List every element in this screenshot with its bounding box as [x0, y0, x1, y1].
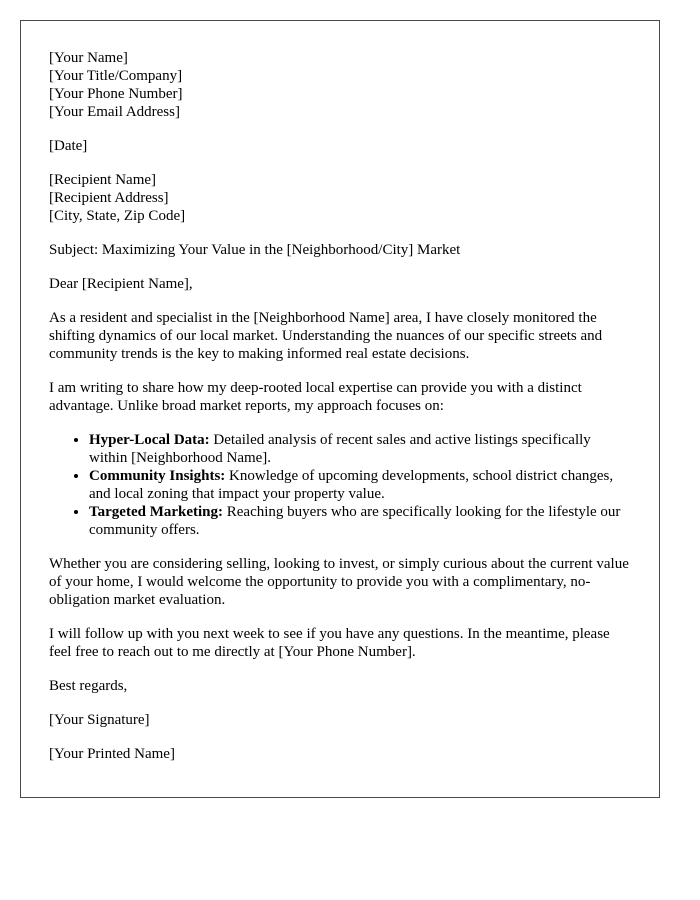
sender-block: [49, 49, 631, 121]
list-item-title: Community Insights:: [89, 468, 226, 484]
list-item: [89, 467, 631, 503]
sender-phone: [Your Phone Number]: [49, 86, 183, 102]
list-item-text: Reaching buyers who are specifically looking for the lifestyle our community offers.: [89, 504, 621, 538]
subject-line: Subject: Maximizing Your Value in the [Neighborhood/City] Market: [49, 242, 461, 258]
sender-email: [Your Email Address]: [49, 104, 180, 120]
list-item: [89, 503, 631, 539]
date-block: [49, 137, 631, 155]
printed-name: [Your Printed Name]: [49, 746, 175, 762]
paragraph-offer: Whether you are considering selling, looking to invest, or simply curious about the current value of your home, I would welcome the opportunity to provide you with a complimentary, no-obligation market evaluation.: [49, 556, 629, 608]
paragraph-intro: As a resident and specialist in the [Neighborhood Name] area, I have closely monitored the shifting dynamics of our local market. Understanding the nuances of our specific streets and community trends is the key to making informed real estate decisions.: [49, 310, 603, 362]
list-item-text: Detailed analysis of recent sales and active listings specifically within [Neighborhood Name].: [89, 432, 591, 466]
list-item-text: Knowledge of upcoming developments, school district changes, and local zoning that impact your property value.: [89, 468, 614, 502]
signature: [Your Signature]: [49, 712, 150, 728]
focus-list: [49, 431, 631, 539]
paragraph-approach: I am writing to share how my deep-rooted local expertise can provide you with a distinct advantage. Unlike broad market reports, my approach focuses on:: [49, 380, 582, 414]
sender-name: [Your Name]: [49, 50, 128, 66]
recipient-name: [Recipient Name]: [49, 172, 157, 188]
sender-title-company: [Your Title/Company]: [49, 68, 183, 84]
letter-date: [Date]: [49, 138, 88, 154]
closing: Best regards,: [49, 678, 128, 694]
paragraph-followup: I will follow up with you next week to see if you have any questions. In the meantime, please feel free to reach out to me directly at [Your Phone Number].: [49, 626, 610, 660]
recipient-address: [Recipient Address]: [49, 190, 169, 206]
letter-page: [20, 20, 660, 798]
list-item: [89, 431, 631, 467]
recipient-city-state-zip: [City, State, Zip Code]: [49, 208, 186, 224]
recipient-block: [49, 171, 631, 225]
list-item-title: Targeted Marketing:: [89, 504, 224, 520]
salutation: Dear [Recipient Name],: [49, 276, 193, 292]
list-item-title: Hyper-Local Data:: [89, 432, 210, 448]
